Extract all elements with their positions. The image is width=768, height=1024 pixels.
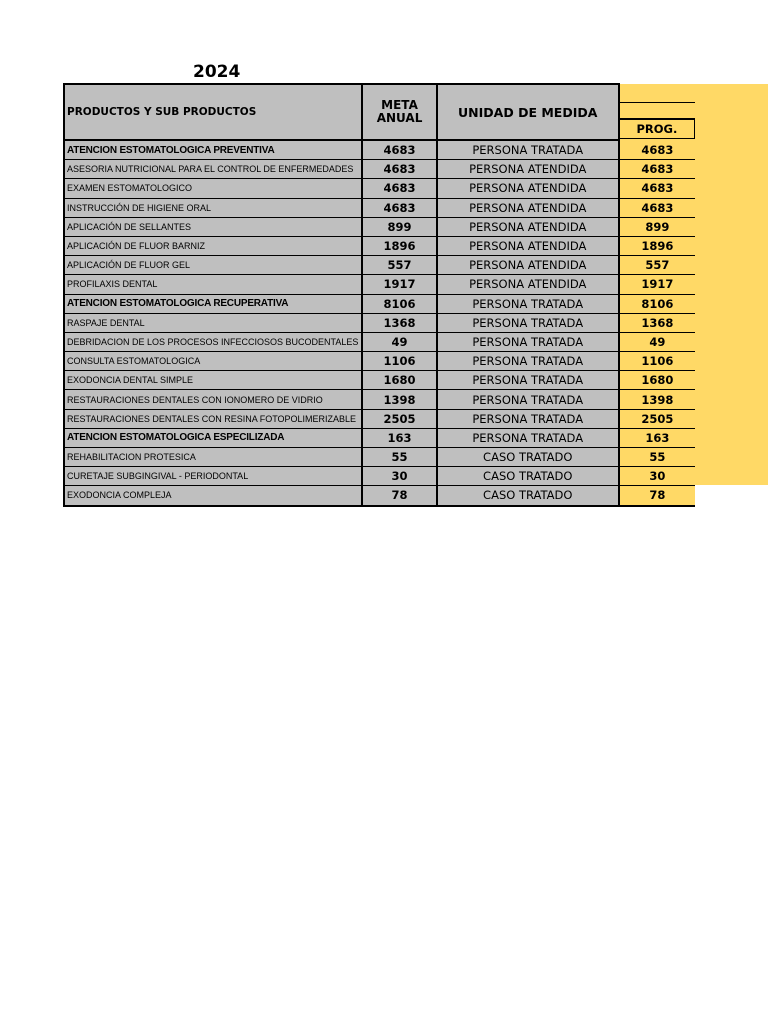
table-body [64, 140, 695, 506]
unit-cell[interactable]: PERSONA ATENDIDA [437, 217, 619, 236]
table-row [64, 332, 695, 351]
prog-cell[interactable]: 163 [619, 428, 695, 447]
product-cell[interactable]: EXAMEN ESTOMATOLOGICO [64, 179, 362, 198]
table-row [64, 313, 695, 332]
product-cell[interactable]: ATENCION ESTOMATOLOGICA ESPECILIZADA [64, 428, 362, 447]
header-subcell[interactable] [620, 102, 695, 119]
header-products[interactable]: PRODUCTOS Y SUB PRODUCTOS [64, 84, 362, 140]
unit-cell[interactable]: PERSONA TRATADA [437, 428, 619, 447]
highlight-column-band [694, 84, 768, 485]
unit-cell[interactable]: CASO TRATADO [437, 448, 619, 467]
unit-cell[interactable]: PERSONA TRATADA [437, 390, 619, 409]
meta-cell[interactable]: 1896 [362, 236, 436, 255]
unit-cell[interactable]: PERSONA ATENDIDA [437, 160, 619, 179]
unit-cell[interactable]: PERSONA ATENDIDA [437, 275, 619, 294]
meta-cell[interactable]: 4683 [362, 198, 436, 217]
header-prog-group[interactable] [619, 84, 695, 140]
table-row [64, 160, 695, 179]
meta-cell[interactable]: 2505 [362, 409, 436, 428]
table-group-row [64, 428, 695, 447]
product-cell[interactable]: EXODONCIA COMPLEJA [64, 486, 362, 506]
meta-cell[interactable]: 4683 [362, 179, 436, 198]
meta-cell[interactable]: 55 [362, 448, 436, 467]
meta-cell[interactable]: 8106 [362, 294, 436, 313]
header-prog[interactable]: PROG. [620, 119, 695, 139]
meta-cell[interactable]: 1398 [362, 390, 436, 409]
prog-cell[interactable]: 899 [619, 217, 695, 236]
prog-cell[interactable]: 1680 [619, 371, 695, 390]
product-cell[interactable]: RASPAJE DENTAL [64, 313, 362, 332]
unit-cell[interactable]: PERSONA TRATADA [437, 332, 619, 351]
prog-cell[interactable]: 4683 [619, 160, 695, 179]
product-cell[interactable]: APLICACIÓN DE FLUOR GEL [64, 256, 362, 275]
unit-cell[interactable]: PERSONA TRATADA [437, 371, 619, 390]
prog-cell[interactable]: 55 [619, 448, 695, 467]
unit-cell[interactable]: PERSONA ATENDIDA [437, 198, 619, 217]
prog-cell[interactable]: 1398 [619, 390, 695, 409]
table-row [64, 275, 695, 294]
product-cell[interactable]: RESTAURACIONES DENTALES CON IONOMERO DE VIDRIO [64, 390, 362, 409]
meta-cell[interactable]: 557 [362, 256, 436, 275]
prog-cell[interactable]: 8106 [619, 294, 695, 313]
prog-cell[interactable]: 557 [619, 256, 695, 275]
meta-cell[interactable]: 1368 [362, 313, 436, 332]
meta-cell[interactable]: 4683 [362, 160, 436, 179]
prog-cell[interactable]: 49 [619, 332, 695, 351]
prog-cell[interactable]: 1917 [619, 275, 695, 294]
prog-cell[interactable]: 78 [619, 486, 695, 506]
table-row [64, 467, 695, 486]
unit-cell[interactable]: PERSONA TRATADA [437, 409, 619, 428]
table-row [64, 256, 695, 275]
table-row [64, 236, 695, 255]
unit-cell[interactable]: PERSONA ATENDIDA [437, 179, 619, 198]
unit-cell[interactable]: PERSONA TRATADA [437, 294, 619, 313]
table-row [64, 390, 695, 409]
product-cell[interactable]: ATENCION ESTOMATOLOGICA RECUPERATIVA [64, 294, 362, 313]
meta-cell[interactable]: 1106 [362, 352, 436, 371]
meta-cell[interactable]: 4683 [362, 140, 436, 160]
header-meta-anual[interactable]: META ANUAL [362, 84, 436, 140]
table-row [64, 448, 695, 467]
table-row [64, 409, 695, 428]
unit-cell[interactable]: PERSONA ATENDIDA [437, 256, 619, 275]
prog-cell[interactable]: 2505 [619, 409, 695, 428]
product-cell[interactable]: REHABILITACION PROTESICA [64, 448, 362, 467]
prog-cell[interactable]: 4683 [619, 198, 695, 217]
prog-cell[interactable]: 1106 [619, 352, 695, 371]
prog-cell[interactable]: 4683 [619, 179, 695, 198]
unit-cell[interactable]: PERSONA TRATADA [437, 352, 619, 371]
table-row [64, 486, 695, 506]
meta-cell[interactable]: 78 [362, 486, 436, 506]
product-cell[interactable]: CURETAJE SUBGINGIVAL - PERIODONTAL [64, 467, 362, 486]
prog-cell[interactable]: 1896 [619, 236, 695, 255]
product-cell[interactable]: RESTAURACIONES DENTALES CON RESINA FOTOPOLIMERIZABLE [64, 409, 362, 428]
table-header-row [64, 84, 695, 140]
meta-cell[interactable]: 1917 [362, 275, 436, 294]
product-cell[interactable]: INSTRUCCIÓN DE HIGIENE ORAL [64, 198, 362, 217]
prog-cell[interactable]: 30 [619, 467, 695, 486]
meta-cell[interactable]: 30 [362, 467, 436, 486]
meta-cell[interactable]: 163 [362, 428, 436, 447]
table-row [64, 198, 695, 217]
prog-cell[interactable]: 4683 [619, 140, 695, 160]
unit-cell[interactable]: CASO TRATADO [437, 467, 619, 486]
product-cell[interactable]: DEBRIDACION DE LOS PROCESOS INFECCIOSOS BUCODENTALES [64, 332, 362, 351]
meta-cell[interactable]: 1680 [362, 371, 436, 390]
header-merged-cell[interactable] [620, 85, 695, 103]
product-cell[interactable]: APLICACIÓN DE SELLANTES [64, 217, 362, 236]
product-cell[interactable]: ATENCION ESTOMATOLOGICA PREVENTIVA [64, 140, 362, 160]
meta-cell[interactable]: 49 [362, 332, 436, 351]
prog-cell[interactable]: 1368 [619, 313, 695, 332]
product-cell[interactable]: ASESORIA NUTRICIONAL PARA EL CONTROL DE ENFERMEDADES [64, 160, 362, 179]
product-cell[interactable]: PROFILAXIS DENTAL [64, 275, 362, 294]
unit-cell[interactable]: PERSONA ATENDIDA [437, 236, 619, 255]
unit-cell[interactable]: CASO TRATADO [437, 486, 619, 506]
product-cell[interactable]: APLICACIÓN DE FLUOR BARNIZ [64, 236, 362, 255]
product-cell[interactable]: CONSULTA ESTOMATOLOGICA [64, 352, 362, 371]
unit-cell[interactable]: PERSONA TRATADA [437, 140, 619, 160]
year-title: 2024 [193, 62, 241, 82]
goals-table [63, 83, 695, 507]
table-group-row [64, 294, 695, 313]
header-unidad-medida[interactable]: UNIDAD DE MEDIDA [437, 84, 619, 140]
table-row [64, 352, 695, 371]
product-cell[interactable]: EXODONCIA DENTAL SIMPLE [64, 371, 362, 390]
table-row [64, 179, 695, 198]
meta-cell[interactable]: 899 [362, 217, 436, 236]
unit-cell[interactable]: PERSONA TRATADA [437, 313, 619, 332]
table-group-row [64, 140, 695, 160]
table-row [64, 371, 695, 390]
table-row [64, 217, 695, 236]
